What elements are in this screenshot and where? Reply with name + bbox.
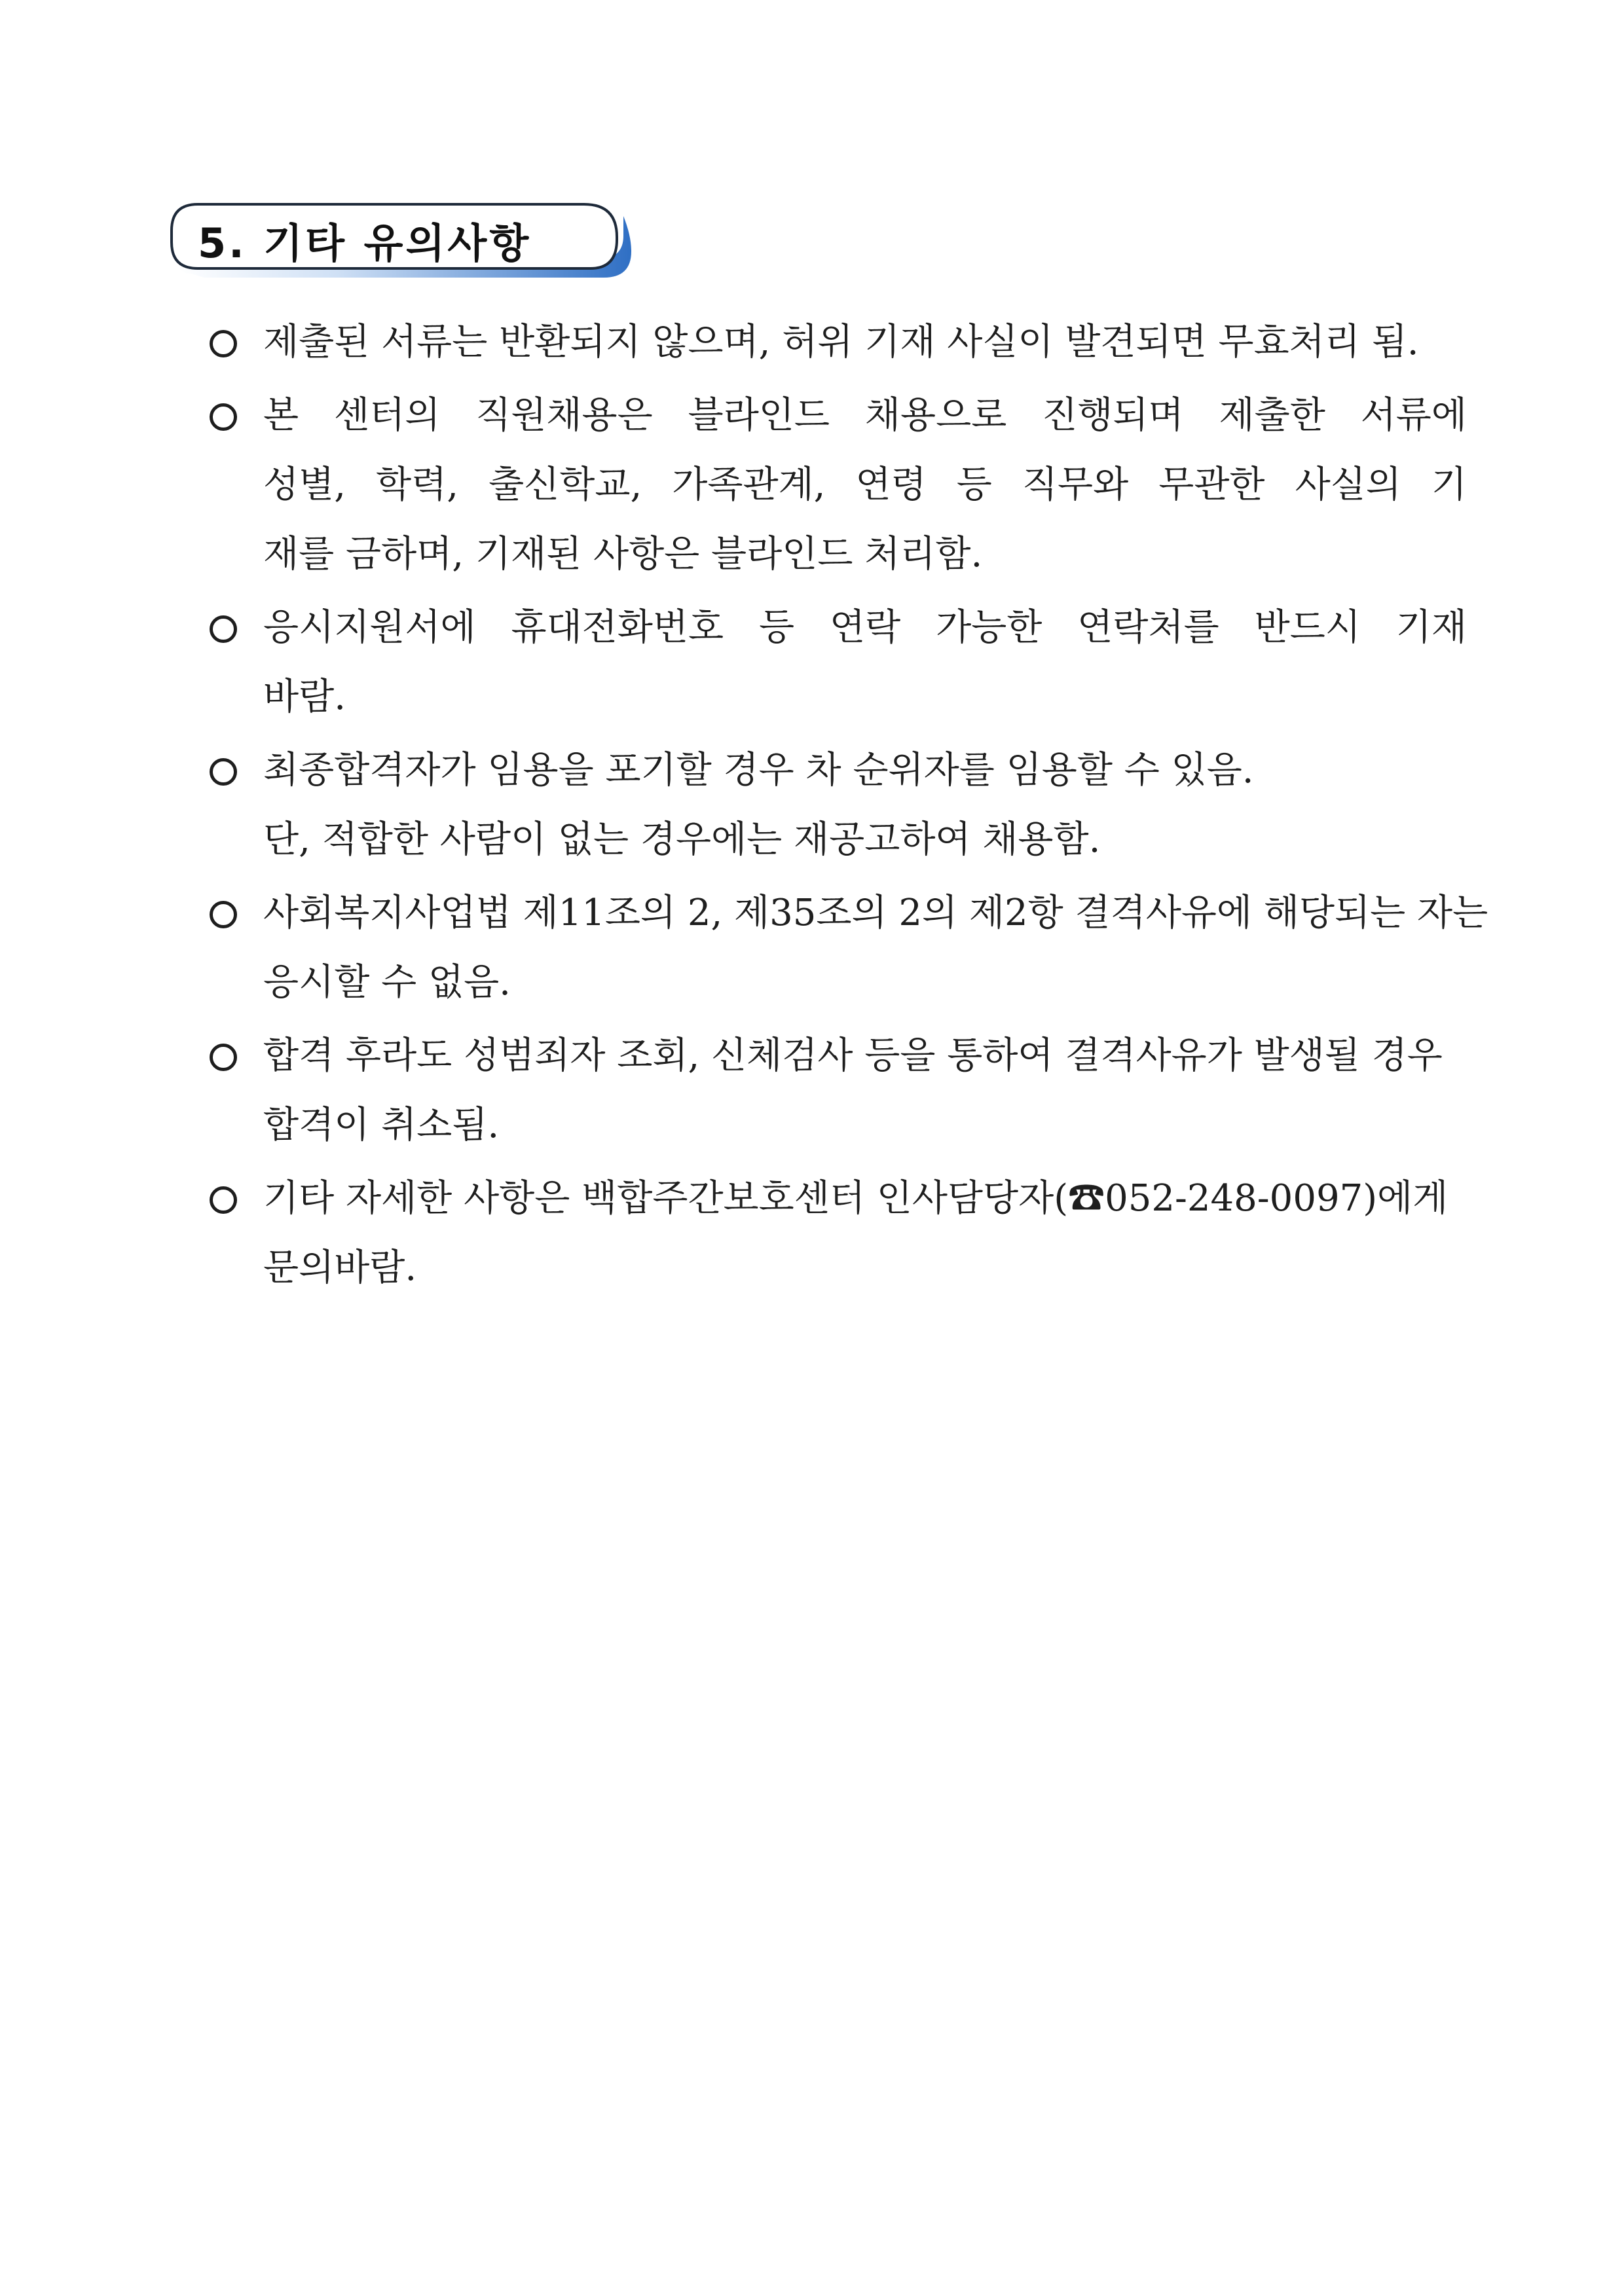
circle-bullet-icon <box>210 403 237 431</box>
circle-bullet-icon <box>210 901 237 928</box>
note-line: 단, 적합한 사람이 없는 경우에는 재공고하여 채용함. <box>263 818 1101 861</box>
note-line: 본 센터의 직원채용은 블라인드 채용으로 진행되며 제출한 서류에 <box>263 394 1467 437</box>
note-line: 합격 후라도 성범죄자 조회, 신체검사 등을 통하여 결격사유가 발생될 경우 <box>263 1034 1443 1077</box>
note-item <box>210 381 1467 589</box>
section-title: 5. 기타 유의사항 <box>198 219 532 267</box>
note-item <box>210 308 1467 377</box>
note-line: 재를 금하며, 기재된 사항은 블라인드 처리함. <box>263 533 983 575</box>
note-item <box>210 1164 1467 1303</box>
circle-bullet-icon <box>210 330 237 357</box>
note-line: 사회복지사업법 제11조의 2, 제35조의 2의 제2항 결격사유에 해당되는 자는 <box>263 892 1488 934</box>
note-item <box>210 1021 1467 1160</box>
note-line: 응시지원서에 휴대전화번호 등 연락 가능한 연락처를 반드시 기재 <box>263 606 1467 649</box>
note-item <box>210 736 1467 875</box>
note-line: 성별, 학력, 출신학교, 가족관계, 연령 등 직무와 무관한 사실의 기 <box>263 464 1467 506</box>
note-item <box>210 593 1467 732</box>
note-line: 응시할 수 없음. <box>263 961 511 1004</box>
note-line: 합격이 취소됨. <box>263 1104 500 1146</box>
notes-list <box>210 308 1488 1307</box>
section-header <box>165 196 650 283</box>
circle-bullet-icon <box>210 1044 237 1071</box>
note-item <box>210 879 1488 1017</box>
note-line: 문의바람. <box>263 1247 417 1289</box>
note-line: 최종합격자가 임용을 포기할 경우 차 순위자를 임용할 수 있음. <box>263 749 1254 792</box>
circle-bullet-icon <box>210 758 237 786</box>
circle-bullet-icon <box>210 615 237 643</box>
circle-bullet-icon <box>210 1186 237 1214</box>
note-line: 기타 자세한 사항은 백합주간보호센터 인사담당자(☎052-248-0097)에게 <box>263 1177 1449 1220</box>
note-line: 제출된 서류는 반환되지 않으며, 허위 기재 사실이 발견되면 무효처리 됨. <box>263 321 1419 363</box>
note-line: 바람. <box>263 676 346 718</box>
